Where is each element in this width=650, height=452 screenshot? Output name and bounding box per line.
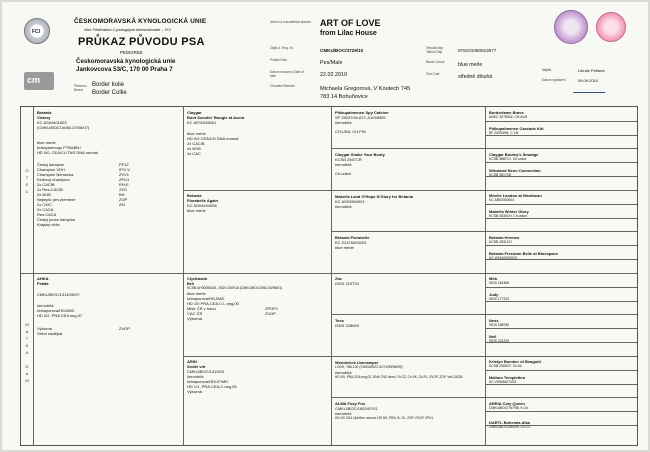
- great-great-grandparent-cell: Betania Freedom Belle at Bluespace KC W0162000003: [489, 250, 558, 260]
- title-row: 2x BOB BH: [37, 192, 125, 197]
- tattoo-label: Tetování/čip Tattoo/Chip: [426, 46, 444, 54]
- title-row: 2x CACA: [37, 207, 54, 212]
- signature: [573, 86, 607, 93]
- great-grandparent-cell: Wendevick Usecamper LOSH, 786.100 (CMKU/BOC/1071/98/96/99) černobílá HD 0/0, PRA,CEA neg,02, DNA-TNS clear; Ch.CZ, Ch.SK, Ch.PL, ZVOP, ZOP, Vet.CACIB: [335, 360, 463, 379]
- great-great-grandparent-cell: Mirk ISDS 161466: [489, 276, 510, 285]
- great-grandparent-cell: ALMA Foxy Fox CMKU/BOC/1603/97/01 černobílá HD 0/0 CEA OptiGen normal; HD 0/0, PRA, B, Ch, ZOP, ZVOP, ZPU1: [335, 401, 434, 420]
- dog-owner: Libuše Petlaná: [578, 68, 605, 73]
- title-row: Český šampion FP12: [37, 162, 129, 167]
- father-cell: Betania Victory KC AS04401603 (CMKU/BOC/1646/-07/08/07) blue merle bnkeyamnogo PTB&BN+ HD 0/0, CEA/CL/TNS DNA normal Český šampion FP12 Champion VDH IPO-V Champion Německa ZVV1 Klubový champion ZPU1 2x CACIB RH-E 2x Res.CACIB ZZO 2x BOB BH Nejlepší pes plemene ZOP 2x CWC ZM 2x CACA Res.CACA Český junior šampion Krajský vítěz: [35, 109, 181, 271]
- title-row: Nejlepší pes plemene ZOP: [37, 197, 128, 202]
- dog-name-label: Jméno a chovatelská stanice: [270, 20, 311, 24]
- great-great-grandparent-cell: Mabella Winter Glory KCSB 0830CH, Ch.unkor: [489, 209, 529, 218]
- great-great-grandparent-cell: Mallum Templetton KC V0948407V03: [489, 375, 526, 384]
- title-row: 2x CACIB RH-E: [37, 182, 129, 187]
- title-row: 2x CWC ZM: [37, 202, 125, 207]
- father-side-label: O T E C: [25, 168, 29, 194]
- org-name: ČESKOMORAVSKÁ KYNOLOGICKÁ UNIE: [74, 18, 207, 25]
- title-row: Champion VDH IPO-V: [37, 167, 130, 172]
- dog-sex: Pes/Male: [320, 60, 343, 66]
- great-great-grandparent-cell: Borderfame Brave ANKC 3078042, CH.AUS: [489, 110, 528, 119]
- address-line1: Českomoravská kynologická unie: [76, 58, 176, 65]
- dog-tattoo: 978101080023877: [458, 48, 497, 53]
- fci-logo: [24, 18, 50, 44]
- title-row: Český junior šampion: [37, 217, 76, 222]
- dog-name: ART OF LOVE: [320, 18, 381, 28]
- great-great-grandparent-cell: Judy ISDS 177222: [489, 292, 510, 301]
- fci-logo-text: FCI: [32, 29, 41, 35]
- owner-label: Majitel: [542, 68, 552, 72]
- great-grandparent-cell: Betania Florabelle KC Z2478403203 blue merle: [335, 235, 370, 250]
- address-line2: Jankovcova 53/C, 170 00 Praha 7: [76, 66, 173, 73]
- grandparent-cell: ARIN Srdíčí vítr CMKU/BOC/1410/03 černobílá Imbaporova/HD/1F/MD HD 1/1, PRA,CEA,C.neg,05 Výborná: [187, 359, 237, 394]
- grandparent-cell: Clydebank Brit KCSB AH00055201, ISDS 240918 (CMKU/BOC/398/-00/98/01) blue merle Imbaporova/HDJ/MD HD 1/0 PRA,CEA,C.L.neg,00 Mistr ČR v tracu ZPOP1 CAC ČR ZVOP Výborná: [187, 276, 283, 321]
- color-label: Barva Colour: [426, 60, 445, 64]
- mother-cell: AHKA Fetiák CMKU/BOC/1314/05/07 černobílá Imbaporova/HDJ/MD HD 0/2, PRA CEA neg,07 Výborná ZVOP Velmi nadějná: [35, 275, 181, 443]
- great-grandparent-cell: Mabella Land O'Hope N'Glory for Betania KC AS03954001 černobílá: [335, 194, 413, 209]
- breed-english: Border Collie: [92, 90, 127, 96]
- reg-label: Zápis č. Reg. Nr.: [270, 46, 294, 50]
- title-row: 2x Res.CACIB ZZO: [37, 187, 127, 192]
- great-great-grandparent-cell: Wiesland Neon Connection KCSB 3817CE: [489, 167, 541, 177]
- title-row: Krajský vítěz: [37, 222, 60, 227]
- great-grandparent-cell: Claygar Shake Your Booty KCSB 2467CR černobílá Ch.unkor: [335, 152, 385, 176]
- dog-coat: středně dlouhá: [458, 74, 493, 80]
- breed-label: Plemeno Breed: [74, 84, 87, 92]
- grandparent-cell: Betania Florabelle Again KC AS04494008 blue merle: [187, 193, 218, 213]
- title-row: Klubový champion ZPU1: [37, 177, 130, 182]
- great-great-grandparent-cell: Betania Hermes KCSB 2831CH: [489, 235, 520, 244]
- issue-label: Datum vystavení: [542, 78, 566, 82]
- title-row: Champion Německa ZVV1: [37, 172, 130, 177]
- dog-color: blue merle: [458, 62, 483, 68]
- great-grandparent-cell: Zac ISDS 219720: [335, 276, 359, 286]
- great-grandparent-cell: Pikkupalmenen Spy Catcher SF 25037/94 ATC A1090909 černobílá CH,USA, CH,FIN: [335, 110, 389, 134]
- breeder-line1: Michaela Gregorová, V Koutech 745: [320, 86, 411, 92]
- coat-label: Srst Coat: [426, 72, 440, 76]
- great-great-grandparent-cell: Mirelle Landon at Westtown KC AB02030604: [489, 193, 542, 202]
- document-subtitle: PEDIGREE: [120, 50, 143, 55]
- great-great-grandparent-cell: Ness ISDS 188780: [489, 318, 510, 327]
- great-great-grandparent-cell: DARTL Bohemia Alka CMKU/BOC/454/99, Ch.CZ: [489, 419, 531, 429]
- pink-seal-icon: [596, 12, 626, 42]
- great-great-grandparent-cell: ARRIA Coly Queen CMKU/BOC/757/98, K.Ch.: [489, 401, 529, 410]
- title-row: Res.CACA: [37, 212, 57, 217]
- issue-date: 08.09.2010: [578, 78, 599, 83]
- org-subtitle: člen Fédération Cynologique Internationale – FCI: [84, 27, 172, 32]
- lilac-seal-icon: [554, 10, 588, 44]
- cmku-logo: cm: [24, 72, 54, 90]
- great-grandparent-cell: Tess ISDS 228069: [335, 318, 359, 328]
- grandparent-cell: Claygar Boot Scootin' Boogie at Accra KC AF02435001 blue merle HD 0/0 CEA/CH DNA normal 2x CACIB 4x BOB 4x CAC: [187, 110, 245, 156]
- great-great-grandparent-cell: Claygar Boutey's Smudge KCSB 3887CJ, Ch.unkor: [489, 152, 539, 161]
- pedigree-table: [20, 106, 638, 446]
- title-row: Velmi nadějná: [37, 331, 63, 336]
- dog-reg: CMKU/BOC/3729/10: [320, 48, 364, 53]
- great-great-grandparent-cell: Pikkupalmenen Cascade Kid SF 20093/94, C.I.B.: [489, 126, 544, 135]
- document-title: PRŮKAZ PŮVODU PSA: [78, 36, 205, 48]
- dog-dob: 22.02.2010: [320, 72, 347, 78]
- pedigree-certificate: [2, 2, 648, 450]
- great-great-grandparent-cell: Nell ISDS 201220: [489, 333, 510, 343]
- dog-kennel: from Lilac House: [320, 30, 377, 37]
- sex-label: Pohlaví Sex: [270, 58, 288, 62]
- mother-side-label: M A T K A D A M: [25, 322, 29, 383]
- breed-czech: Border kolie: [92, 82, 125, 88]
- great-great-grandparent-cell: Kristyn Bomber of Beagold KCSB 2568CF, Ch.NL: [489, 359, 541, 368]
- title-row: Výborná ZVOP: [37, 326, 130, 331]
- breeder-line2: 783 14 Bohuňovice: [320, 94, 368, 100]
- dob-label: Datum narození Date of birth: [270, 70, 304, 78]
- breeder-label: Chovatel Breeder: [270, 84, 295, 88]
